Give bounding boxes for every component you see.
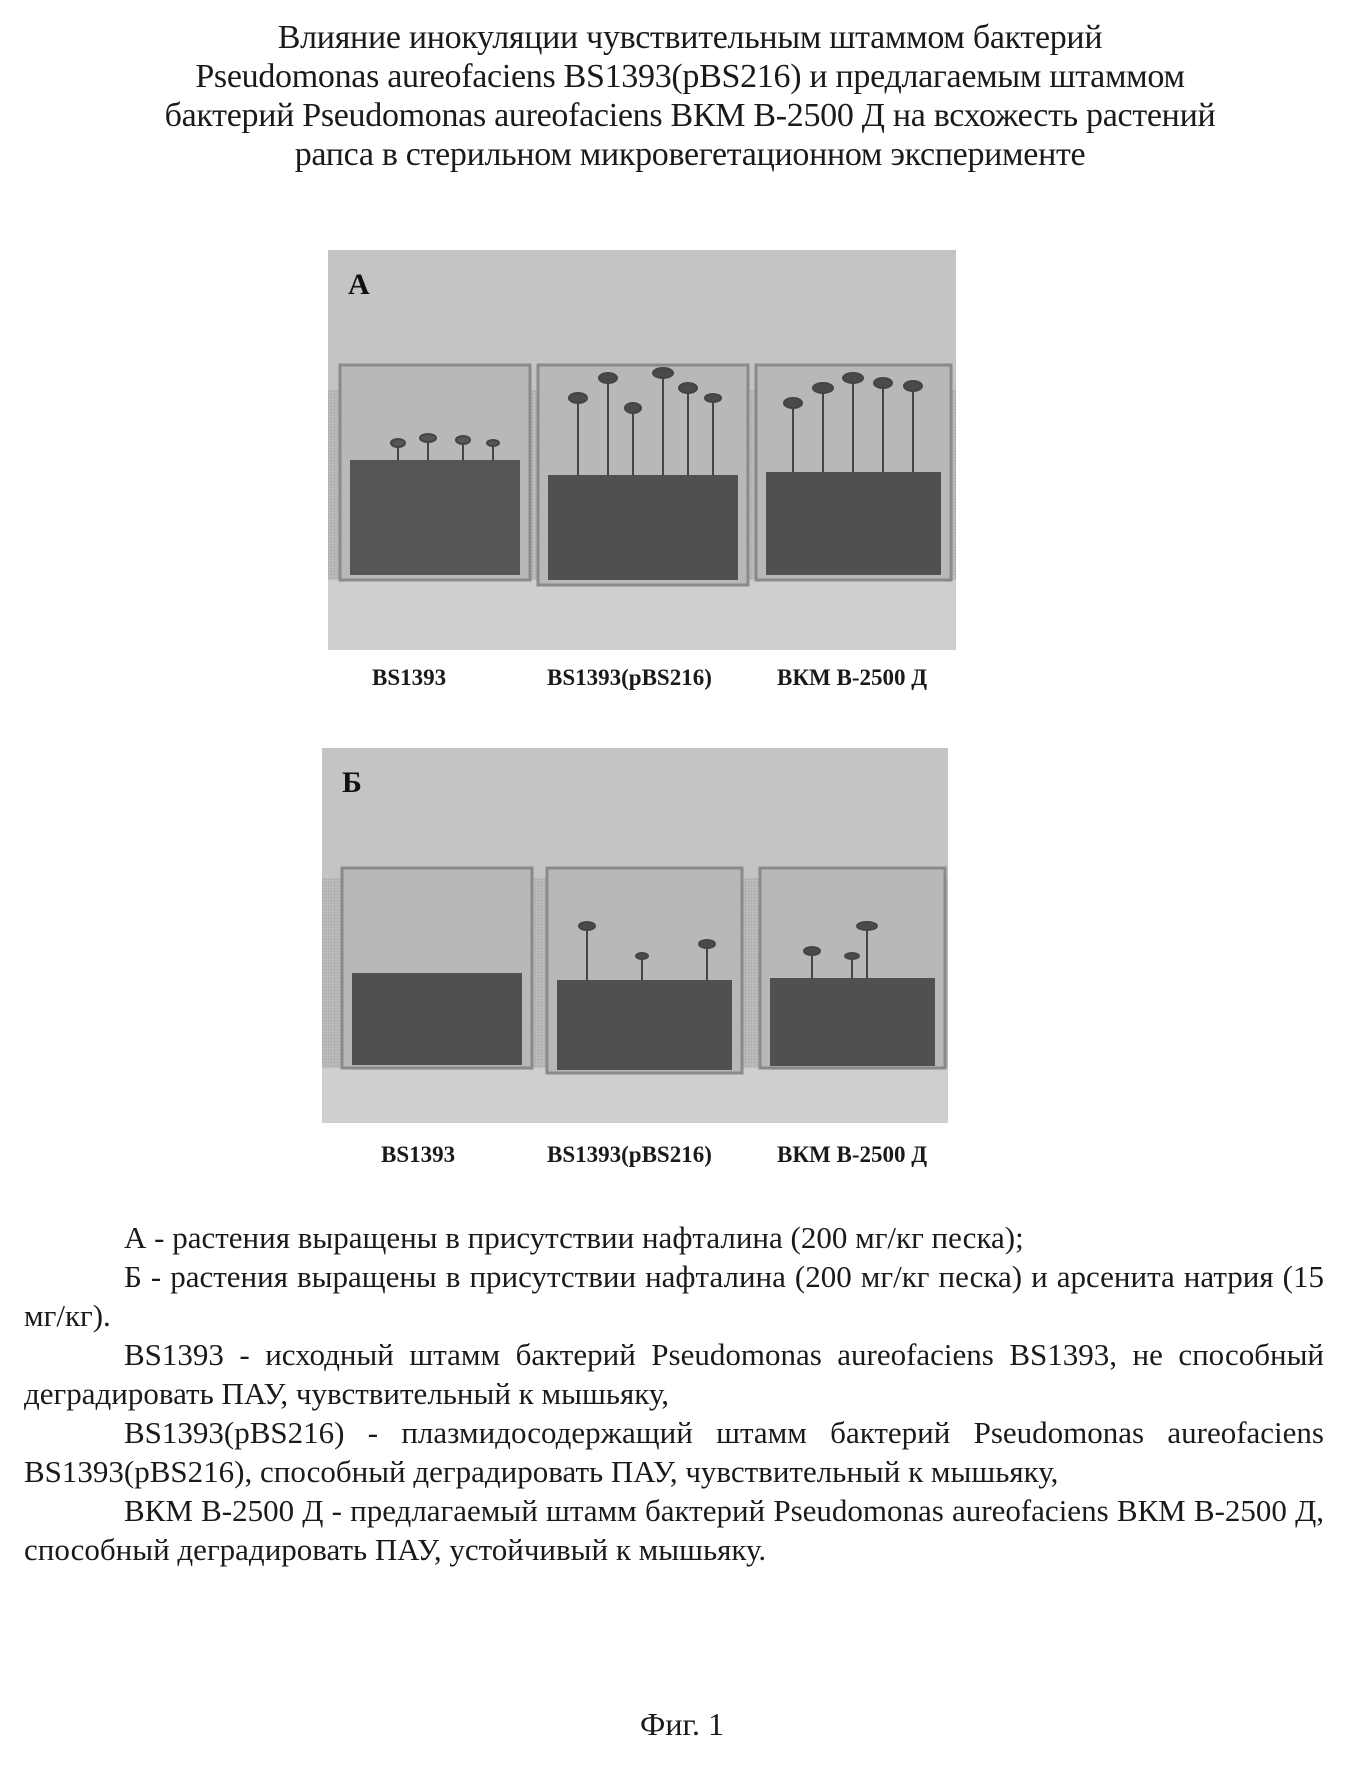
legend-item-b: Б - растения выращены в присутствии нафталина (200 мг/кг песка) и арсенита натрия (15 мг/кг). — [24, 1257, 1324, 1335]
jar-label: BS1393(pBS216) — [547, 665, 712, 691]
legend-item-pbs216: BS1393(pBS216) - плазмидосодержащий штамм бактерий Pseudomonas aureofaciens BS1393(pBS216), способный деградировать ПАУ, чувствительный к мышьяку, — [24, 1413, 1324, 1491]
photo-panel-a — [328, 250, 956, 650]
figure-title — [150, 18, 1230, 174]
title-line: Влияние инокуляции чувствительным штаммом бактерий — [150, 18, 1230, 57]
jars-illustration-b — [322, 748, 948, 1123]
title-line: Pseudomonas aureofaciens BS1393(pBS216) и предлагаемым штаммом — [150, 57, 1230, 96]
legend-item-vkm: ВКМ В-2500 Д - предлагаемый штамм бактерий Pseudomonas aureofaciens ВКМ В-2500 Д, способный деградировать ПАУ, устойчивый к мышьяку. — [24, 1491, 1324, 1569]
jar-label: BS1393(pBS216) — [547, 1142, 712, 1168]
photo-panel-b — [322, 748, 948, 1123]
jar-label: ВКМ В-2500 Д — [777, 665, 927, 691]
figure-caption: Фиг. 1 — [0, 1706, 1364, 1743]
legend-item-bs1393: BS1393 - исходный штамм бактерий Pseudomonas aureofaciens BS1393, не способный деградировать ПАУ, чувствительный к мышьяку, — [24, 1335, 1324, 1413]
panel-letter: Б — [342, 766, 362, 800]
panel-letter: А — [348, 268, 370, 302]
jar-label: BS1393 — [381, 1142, 455, 1168]
title-line: бактерий Pseudomonas aureofaciens ВКМ В-2500 Д на всхожесть растений — [150, 96, 1230, 135]
jar-label: BS1393 — [372, 665, 446, 691]
jars-illustration-a — [328, 250, 956, 650]
title-line: рапса в стерильном микровегетационном эксперименте — [150, 135, 1230, 174]
panel-b-labels — [0, 1142, 1364, 1172]
legend — [24, 1218, 1324, 1569]
jar-label: ВКМ В-2500 Д — [777, 1142, 927, 1168]
panel-a-labels — [0, 665, 1364, 695]
legend-item-a: А - растения выращены в присутствии нафталина (200 мг/кг песка); — [24, 1218, 1324, 1257]
